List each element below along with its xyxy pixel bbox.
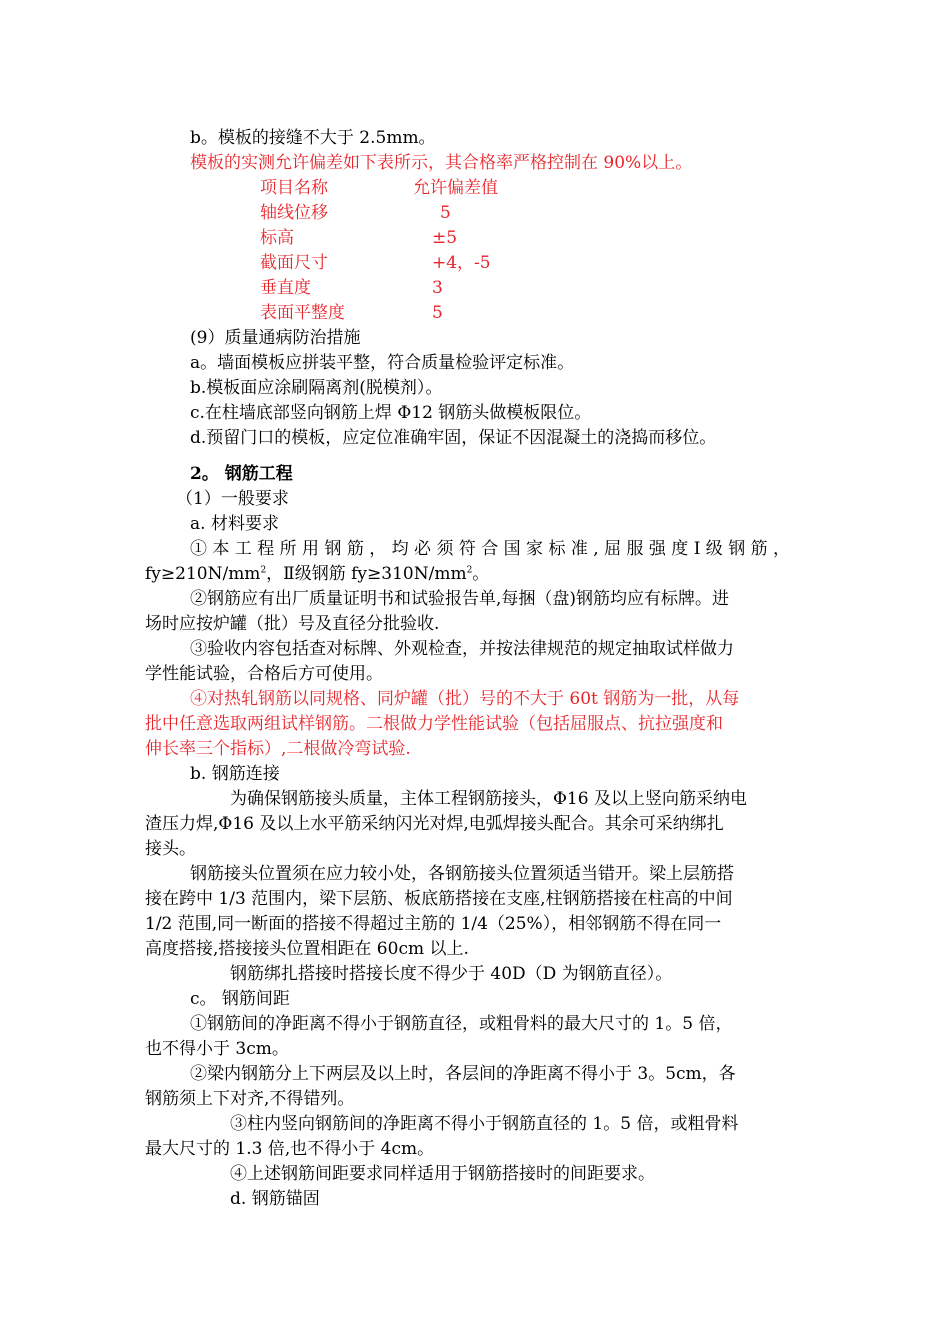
- tolerance-intro: 模板的实测允许偏差如下表所示，其合格率严格控制在 90%以上。: [190, 153, 693, 173]
- paragraph-line: 钢筋接头位置须在应力较小处，各钢筋接头位置须适当错开。梁上层筋搭: [190, 864, 734, 884]
- quality-item: d.预留门口的模板，应定位准确牢固，保证不因混凝土的浇捣而移位。: [190, 428, 717, 448]
- quality-item: c.在柱墙底部竖向钢筋上焊 Φ12 钢筋头做模板限位。: [190, 403, 592, 423]
- table-header-value: 允许偏差值: [413, 178, 498, 198]
- seam-requirement: b。模板的接缝不大于 2.5mm。: [190, 128, 436, 148]
- paragraph-line: ②梁内钢筋分上下两层及以上时，各层间的净距离不得小于 3。5cm，各: [190, 1064, 736, 1084]
- item-heading: b. 钢筋连接: [190, 764, 280, 784]
- paragraph-line: ① 本 工 程 所 用 钢 筋 ， 均 必 须 符 合 国 家 标 准 , 屈 服 强 度 Ⅰ 级 钢 筋 ，: [190, 539, 791, 559]
- paragraph-line: 接在跨中 1/3 范围内，梁下层筋、板底筋搭接在支座,柱钢筋搭接在柱高的中间: [145, 889, 733, 909]
- paragraph-line: ③验收内容包括查对标牌、外观检查，并按法律规范的规定抽取试样做力: [190, 639, 734, 659]
- paragraph-line: 也不得小于 3cm。: [145, 1039, 289, 1059]
- table-row-value: ±5: [432, 228, 458, 248]
- item-heading: c。 钢筋间距: [190, 989, 290, 1009]
- table-row-name: 垂直度: [260, 278, 311, 298]
- paragraph-line: 高度搭接,搭接接头位置相距在 60cm 以上.: [145, 939, 469, 959]
- paragraph-line: 接头。: [145, 839, 196, 859]
- paragraph-line-highlight: ④对热轧钢筋以同规格、同炉罐（批）号的不大于 60t 钢筋为一批，从每: [190, 689, 740, 709]
- table-row-name: 截面尺寸: [260, 253, 328, 273]
- paragraph-line-highlight: 伸长率三个指标）,二根做冷弯试验.: [145, 739, 411, 759]
- section-title: 2。 钢筋工程: [190, 464, 293, 484]
- paragraph-line: 1/2 范围,同一断面的搭接不得超过主筋的 1/4（25%），相邻钢筋不得在同一: [145, 914, 722, 934]
- table-header-name: 项目名称: [260, 178, 328, 198]
- paragraph-line: ④上述钢筋间距要求同样适用于钢筋搭接时的间距要求。: [230, 1164, 655, 1184]
- item-heading: d. 钢筋锚固: [230, 1189, 320, 1209]
- quality-item: a。墙面模板应拼装平整，符合质量检验评定标准。: [190, 353, 575, 373]
- paragraph-line: 场时应按炉罐（批）号及直径分批验收.: [145, 614, 440, 634]
- paragraph-line: 钢筋绑扎搭接时搭接长度不得少于 40D（D 为钢筋直径）。: [230, 964, 673, 984]
- table-row-value: 5: [432, 303, 443, 323]
- table-row-name: 表面平整度: [260, 303, 345, 323]
- item-heading: a. 材料要求: [190, 514, 279, 534]
- table-row-name: 轴线位移: [260, 203, 328, 223]
- table-row-name: 标高: [260, 228, 294, 248]
- paragraph-line: ①钢筋间的净距离不得小于钢筋直径，或粗骨料的最大尺寸的 1。5 倍，: [190, 1014, 733, 1034]
- paragraph-line: 渣压力焊,Φ16 及以上水平筋采纳闪光对焊,电弧焊接头配合。其余可采纳绑扎: [145, 814, 724, 834]
- quality-item: b.模板面应涂刷隔离剂(脱模剂）。: [190, 378, 443, 398]
- paragraph-line: ②钢筋应有出厂质量证明书和试验报告单,每捆（盘)钢筋均应有标牌。进: [190, 589, 730, 609]
- table-row-value: +4，-5: [432, 253, 491, 273]
- paragraph-line: 学性能试验，合格后方可使用。: [145, 664, 383, 684]
- paragraph-line: 最大尺寸的 1.3 倍,也不得小于 4cm。: [145, 1139, 435, 1159]
- paragraph-line: 钢筋须上下对齐,不得错列。: [145, 1089, 355, 1109]
- table-row-value: 5: [440, 203, 451, 223]
- paragraph-line: 为确保钢筋接头质量，主体工程钢筋接头，Φ16 及以上竖向筋采纳电: [230, 789, 747, 809]
- paragraph-line: ③柱内竖向钢筋间的净距离不得小于钢筋直径的 1。5 倍，或粗骨料: [230, 1114, 739, 1134]
- paragraph-line: $fy\ge 210N/mm^2$，Ⅱ级钢筋 $fy\ge 310N/mm^2$。: [145, 564, 490, 584]
- quality-heading: (9）质量通病防治措施: [190, 328, 361, 348]
- subsection-heading: （1）一般要求: [176, 489, 289, 509]
- paragraph-line-highlight: 批中任意选取两组试样钢筋。二根做力学性能试验（包括屈服点、抗拉强度和: [145, 714, 723, 734]
- table-row-value: 3: [432, 278, 443, 298]
